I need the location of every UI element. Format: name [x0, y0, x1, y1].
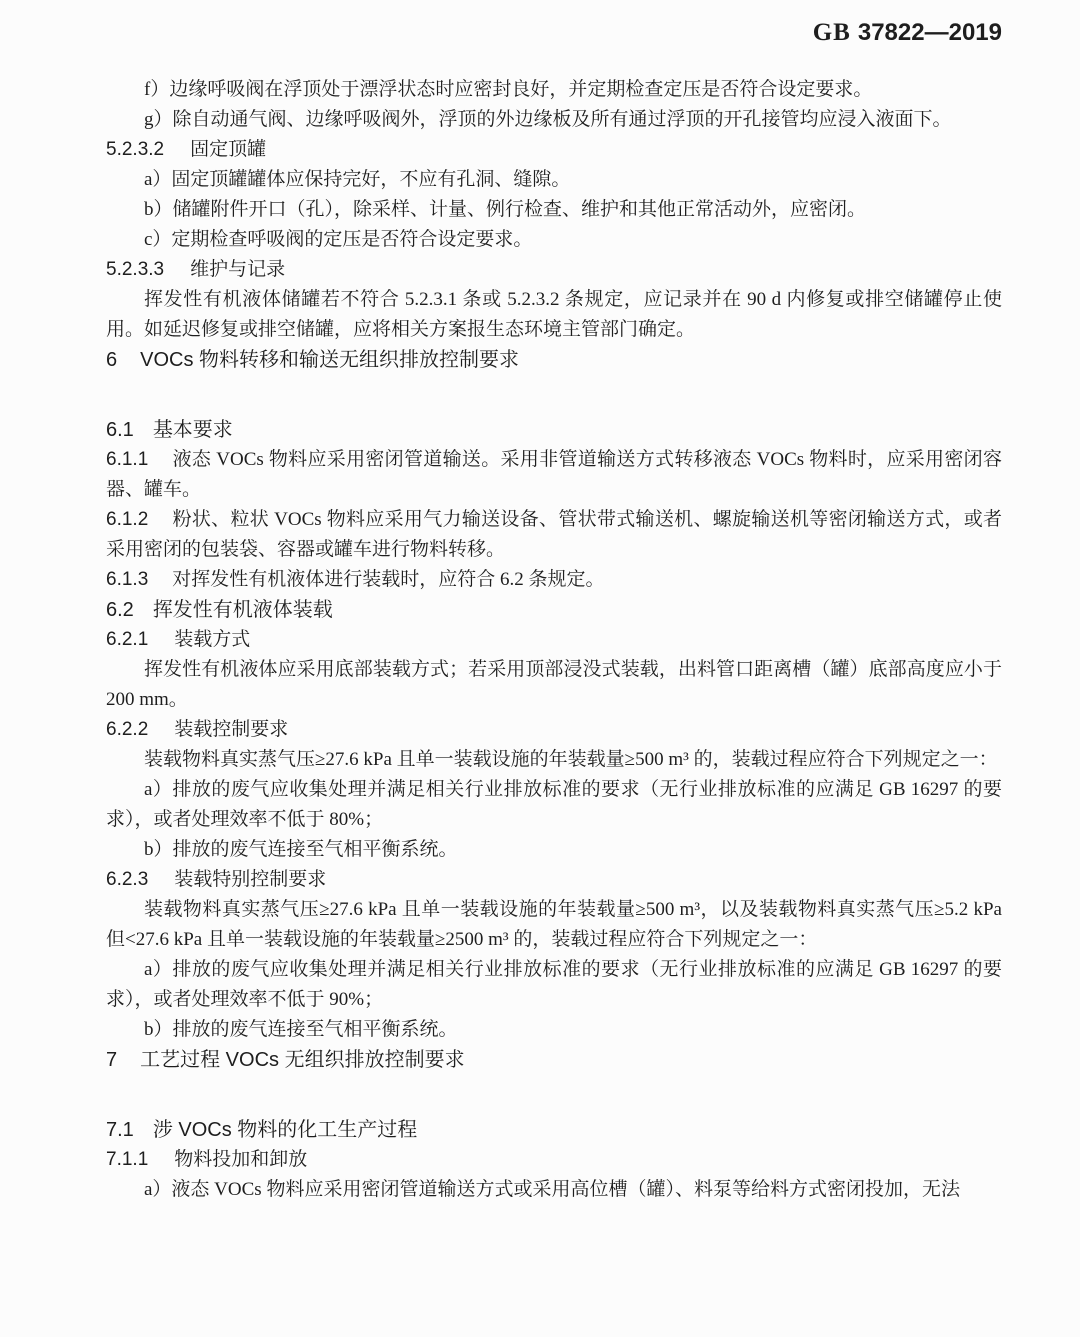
paragraph: 装载物料真实蒸气压≥27.6 kPa 且单一装载设施的年装载量≥500 m³，以及装载物料真实蒸气压≥5.2 kPa 但<27.6 kPa 且单一装载设施的年装载量≥2500 m³ 的，装载过程应符合下列规定之一： — [106, 899, 1002, 950]
clause-number: 5.2.3.3 — [106, 259, 165, 280]
standard-number-prefix: GB — [812, 19, 851, 46]
clause-heading — [106, 135, 1002, 165]
paragraph: 装载物料真实蒸气压≥27.6 kPa 且单一装载设施的年装载量≥500 m³ 的，装载过程应符合下列规定之一： — [144, 749, 998, 770]
chapter-number: 6 — [106, 349, 118, 371]
clause-heading — [106, 625, 1002, 655]
clause-title: 装载特别控制要求 — [174, 869, 327, 890]
clause-text: 对挥发性有机液体进行装载时，应符合 6.2 条规定。 — [172, 569, 605, 590]
page-header — [106, 18, 1002, 51]
clause-number: 5.2.3.2 — [106, 139, 165, 160]
chapter-title: 工艺过程 VOCs 无组织排放控制要求 — [140, 1049, 465, 1071]
list-item: a）排放的废气应收集处理并满足相关行业排放标准的要求（无行业排放标准的应满足 GB 16297 的要求），或者处理效率不低于 80%； — [106, 779, 1002, 830]
chapter-heading — [106, 1045, 1002, 1075]
paragraph: 挥发性有机液体应采用底部装载方式；若采用顶部浸没式装载，出料管口距离槽（罐）底部高度应小于 200 mm。 — [106, 659, 1002, 710]
clause-heading — [106, 255, 1002, 285]
clause-text: 粉状、粒状 VOCs 物料应采用气力输送设备、管状带式输送机、螺旋输送机等密闭输送方式，或者采用密闭的包装袋、容器或罐车进行物料转移。 — [106, 509, 1002, 560]
partial-list-item: a）液态 VOCs 物料应采用密闭管道输送方式或采用高位槽（罐）、料泵等给料方式密闭投加，无法 — [144, 1179, 960, 1200]
chapter-heading — [106, 345, 1002, 375]
document-body — [106, 75, 1002, 1205]
numbered-paragraph — [106, 505, 1002, 565]
clause-title: 固定顶罐 — [190, 139, 267, 160]
section-heading — [106, 595, 1002, 625]
list-item: b）储罐附件开口（孔），除采样、计量、例行检查、维护和其他正常活动外，应密闭。 — [144, 199, 867, 220]
clause-heading — [106, 865, 1002, 895]
chapter-title: VOCs 物料转移和输送无组织排放控制要求 — [140, 349, 520, 371]
list-item: a）排放的废气应收集处理并满足相关行业排放标准的要求（无行业排放标准的应满足 GB 16297 的要求），或者处理效率不低于 90%； — [106, 959, 1002, 1010]
section-heading — [106, 415, 1002, 445]
clause-title: 物料投加和卸放 — [174, 1149, 308, 1170]
list-item: a）固定顶罐罐体应保持完好，不应有孔洞、缝隙。 — [144, 169, 571, 190]
clause-number: 6.1.1 — [106, 449, 149, 470]
list-item: c）定期检查呼吸阀的定压是否符合设定要求。 — [144, 229, 533, 250]
clause-title: 装载方式 — [174, 629, 251, 650]
list-item: b）排放的废气连接至气相平衡系统。 — [144, 1019, 458, 1040]
list-item: b）排放的废气连接至气相平衡系统。 — [144, 839, 458, 860]
paragraph: 挥发性有机液体储罐若不符合 5.2.3.1 条或 5.2.3.2 条规定，应记录并在 90 d 内修复或排空储罐停止使用。如延迟修复或排空储罐，应将相关方案报生态环境主管部门确定。 — [106, 289, 1002, 340]
clause-number: 6.1.3 — [106, 569, 149, 590]
chapter-number: 7 — [106, 1049, 118, 1071]
list-item: f）边缘呼吸阀在浮顶处于漂浮状态时应密封良好，并定期检查定压是否符合设定要求。 — [144, 79, 873, 100]
section-number: 6.1 — [106, 419, 134, 441]
numbered-paragraph — [106, 445, 1002, 505]
standard-number: 37822—2019 — [857, 19, 1002, 46]
clause-number: 6.2.3 — [106, 869, 149, 890]
clause-number: 6.2.1 — [106, 629, 149, 650]
clause-number: 6.2.2 — [106, 719, 149, 740]
numbered-paragraph — [106, 565, 1002, 595]
section-title: 基本要求 — [152, 419, 233, 441]
clause-heading — [106, 715, 1002, 745]
section-number: 6.2 — [106, 599, 134, 621]
clause-heading — [106, 1145, 1002, 1175]
clause-number: 7.1.1 — [106, 1149, 149, 1170]
clause-title: 装载控制要求 — [174, 719, 289, 740]
clause-text: 液态 VOCs 物料应采用密闭管道输送。采用非管道输送方式转移液态 VOCs 物料时，应采用密闭容器、罐车。 — [106, 449, 1002, 500]
section-heading — [106, 1115, 1002, 1145]
clause-number: 6.1.2 — [106, 509, 149, 530]
section-title: 涉 VOCs 物料的化工生产过程 — [152, 1119, 418, 1141]
clause-title: 维护与记录 — [190, 259, 286, 280]
list-item: g）除自动通气阀、边缘呼吸阀外，浮顶的外边缘板及所有通过浮顶的开孔接管均应浸入液面下。 — [144, 109, 952, 130]
section-title: 挥发性有机液体装载 — [152, 599, 333, 621]
section-number: 7.1 — [106, 1119, 134, 1141]
